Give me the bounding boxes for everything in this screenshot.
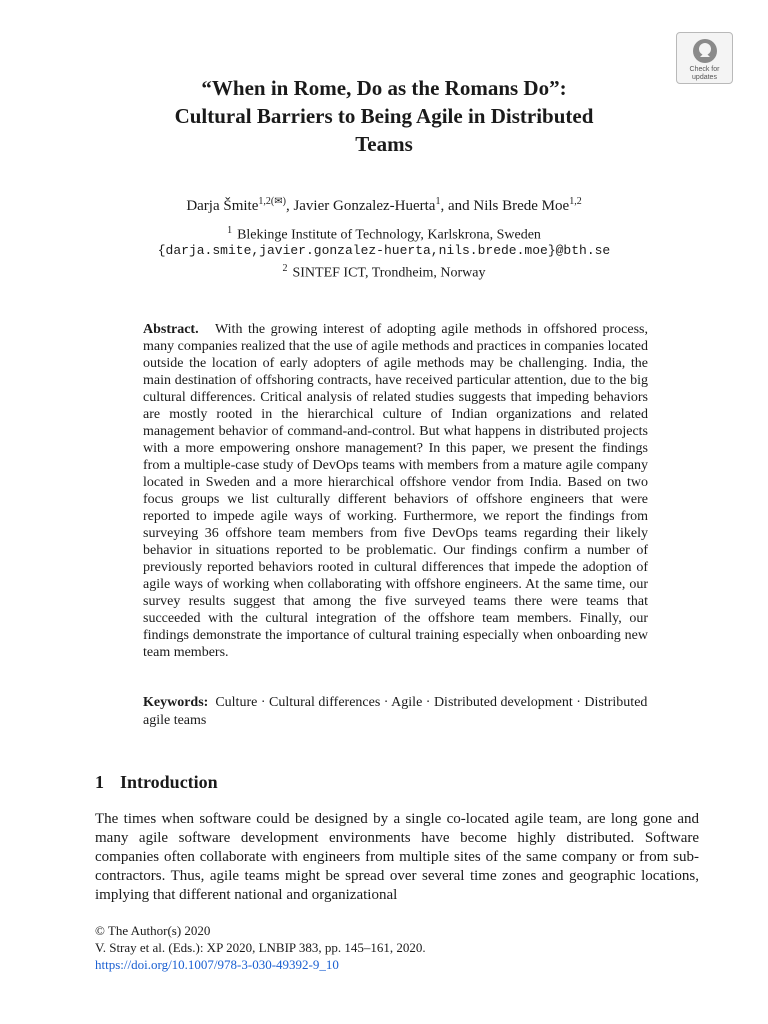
badge-label: Check for updates xyxy=(689,66,720,81)
keywords xyxy=(143,694,648,730)
author-3-affiliation: 1,2 xyxy=(569,196,582,207)
affiliation-2: $^2$ SINTEF ICT, Trondheim, Norway xyxy=(282,263,486,281)
keywords-label: Keywords: xyxy=(143,695,209,710)
citation-info: V. Stray et al. (Eds.): XP 2020, LNBIP 383, pp. 145–161, 2020. xyxy=(95,940,426,955)
keywords-text: Culture · Cultural differences · Agile · Distributed development · Distributed agile teams xyxy=(143,695,648,728)
section-number: 1 xyxy=(95,772,104,792)
author-list xyxy=(84,192,684,216)
title-line-2: Cultural Barriers to Being Agile in Distributed xyxy=(174,104,594,128)
title-line-3: Teams xyxy=(355,132,413,156)
page-footer xyxy=(95,922,426,973)
introduction-paragraph: The times when software could be designed by a single co-located agile team, are long gone and many agile software development environments have become highly distributed. Software companies often collaborate with engineers from multiple sites of the same company or from sub-contractors. Thus, agile teams might be spread over several time zones and geographic locations, implying that different national and organizational xyxy=(95,811,699,903)
check-for-updates-badge[interactable] xyxy=(676,32,733,84)
author-2: , Javier Gonzalez-Huerta xyxy=(285,198,436,214)
abstract-text: With the growing interest of adopting agile methods in offshored process, many companies realized that the use of agile methods and practices in companies located outside the location of early adopters of agile methods may be challenging. India, the main destination of offshoring contracts, have received particular attention, due to the big cultural differences. Critical analysis of related studies suggests that impeding behaviors are mostly rooted in the hierarchical culture of Indian organizations and related management behavior of command-and-control. But what happens in distributed projects with a more empowering onshore management? In this paper, we present the findings from a multiple-case study of DevOps teams with members from a mature agile company located in Sweden and a more hierarchical offshore vendor from India. Based on two focus groups we list culturally different behaviors of offshore engineers that were reported to impede agile ways of working. Furthermore, we report the findings from surveying 36 offshore team members from five DevOps teams regarding their likely behavior in situations reported to be problematic. Our findings confirm a number of previously reported behaviors rooted in cultural differences that impede the adoption of agile ways of working when collaborating with offshore engineers. At the same time, our survey results suggest that among the five surveyed teams there were teams that succeeded with the cultural integration of the offshore team members. Finally, our findings demonstrate the importance of cultural training especially when onboarding new team members. xyxy=(143,322,649,660)
author-1: Darja Šmite xyxy=(186,198,259,214)
section-title: Introduction xyxy=(120,772,218,792)
abstract xyxy=(143,321,648,661)
author-2-affiliation: 1 xyxy=(435,196,441,207)
author-emails: {darja.smite,javier.gonzalez-huerta,nils.brede.moe}@bth.se xyxy=(157,243,611,258)
abstract-label: Abstract. xyxy=(143,322,199,337)
doi-link[interactable]: https://doi.org/10.1007/978-3-030-49392-9_10 xyxy=(95,957,339,972)
copyright-notice: © The Author(s) 2020 xyxy=(95,923,211,938)
check-for-updates-icon xyxy=(691,37,719,65)
title-line-1: “When in Rome, Do as the Romans Do”: xyxy=(201,76,567,100)
section-heading-introduction xyxy=(95,772,218,793)
affiliation-1: $^1$ Blekinge Institute of Technology, Karlskrona, Sweden xyxy=(227,225,541,243)
author-1-affiliation: 1,2(✉) xyxy=(258,196,286,207)
author-3: , and Nils Brede Moe xyxy=(440,198,570,214)
paper-title xyxy=(84,74,684,158)
